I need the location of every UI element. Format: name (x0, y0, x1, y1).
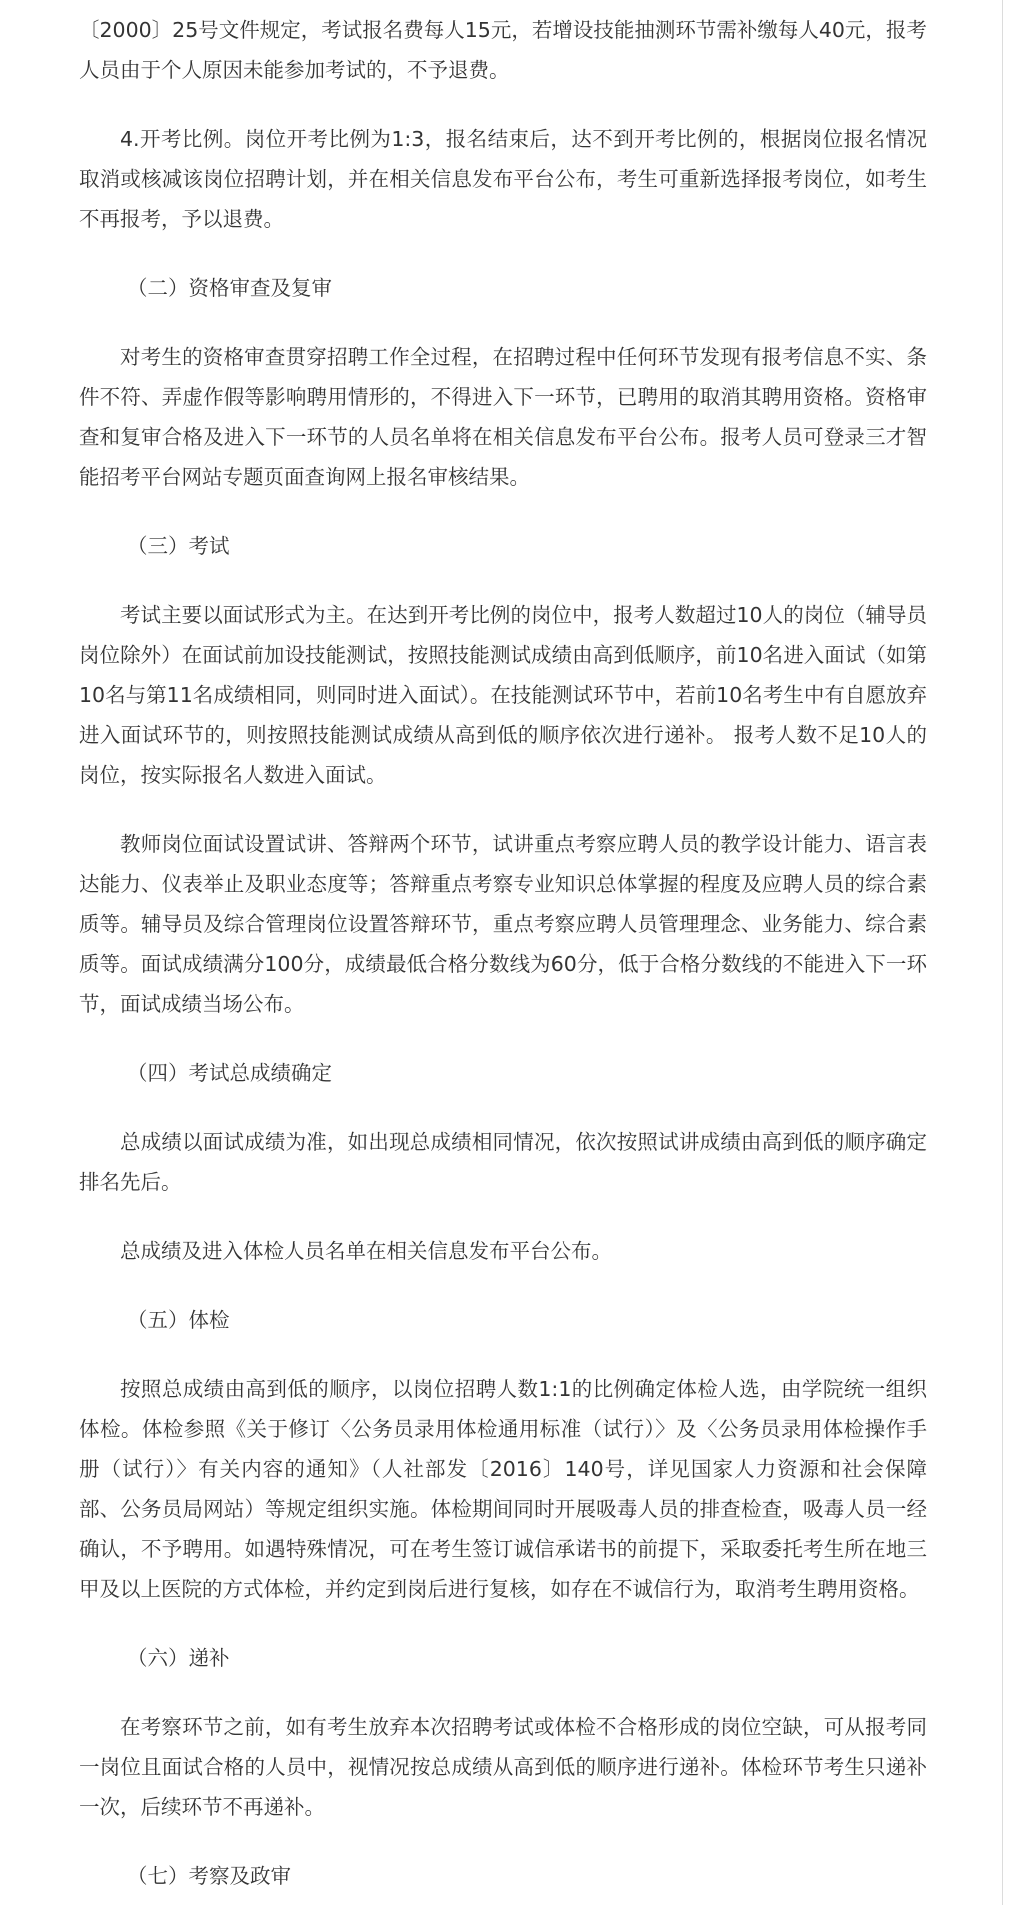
paragraph-substitution: 在考察环节之前，如有考生放弃本次招聘考试或体检不合格形成的岗位空缺，可从报考同一岗位且面试合格的人员中，视情况按总成绩从高到低的顺序进行递补。体检环节考生只递补一次，后续环节不再递补。 (79, 1715, 927, 1819)
article-body (79, 0, 927, 1896)
page-border-right (1002, 0, 1003, 1905)
paragraph-qualification-review: 对考生的资格审查贯穿招聘工作全过程，在招聘过程中任何环节发现有报考信息不实、条件不符、弄虚作假等影响聘用情形的，不得进入下一环节，已聘用的取消其聘用资格。资格审查和复审合格及进入下一环节的人员名单将在相关信息发布平台公布。报考人员可登录三才智能招考平台网站专题页面查询网上报名审核结果。 (79, 345, 927, 489)
paragraph-score-publication: 总成绩及进入体检人员名单在相关信息发布平台公布。 (120, 1239, 612, 1263)
heading-physical-exam: （五）体检 (127, 1308, 230, 1332)
heading-exam: （三）考试 (127, 534, 230, 558)
paragraph-total-score: 总成绩以面试成绩为准，如出现总成绩相同情况，依次按照试讲成绩由高到低的顺序确定排名先后。 (79, 1130, 927, 1194)
paragraph-registration-fee: 〔2000〕25号文件规定，考试报名费每人15元，若增设技能抽测环节需补缴每人40元，报考人员由于个人原因未能参加考试的，不予退费。 (79, 18, 927, 82)
heading-qualification-review: （二）资格审查及复审 (127, 276, 332, 300)
heading-inspection: （七）考察及政审 (127, 1864, 291, 1888)
paragraph-exam-ratio: 4.开考比例。岗位开考比例为1:3，报名结束后，达不到开考比例的，根据岗位报名情况取消或核减该岗位招聘计划，并在相关信息发布平台公布，考生可重新选择报考岗位，如考生不再报考，予以退费。 (79, 127, 927, 231)
heading-substitution: （六）递补 (127, 1646, 230, 1670)
paragraph-physical-exam: 按照总成绩由高到低的顺序，以岗位招聘人数1:1的比例确定体检人选，由学院统一组织体检。体检参照《关于修订〈公务员录用体检通用标准（试行）〉及〈公务员录用体检操作手册（试行）〉有关内容的通知》（人社部发〔2016〕140号，详见国家人力资源和社会保障部、公务员局网站）等规定组织实施。体检期间同时开展吸毒人员的排查检查，吸毒人员一经确认，不予聘用。如遇特殊情况，可在考生签订诚信承诺书的前提下，采取委托考生所在地三甲及以上医院的方式体检，并约定到岗后进行复核，如存在不诚信行为，取消考生聘用资格。 (79, 1377, 927, 1601)
paragraph-exam-format: 考试主要以面试形式为主。在达到开考比例的岗位中，报考人数超过10人的岗位（辅导员岗位除外）在面试前加设技能测试，按照技能测试成绩由高到低顺序，前10名进入面试（如第10名与第11名成绩相同，则同时进入面试）。在技能测试环节中，若前10名考生中有自愿放弃进入面试环节的，则按照技能测试成绩从高到低的顺序依次进行递补。 报考人数不足10人的岗位，按实际报名人数进入面试。 (79, 603, 927, 787)
paragraph-interview-details: 教师岗位面试设置试讲、答辩两个环节，试讲重点考察应聘人员的教学设计能力、语言表达能力、仪表举止及职业态度等；答辩重点考察专业知识总体掌握的程度及应聘人员的综合素质等。辅导员及综合管理岗位设置答辩环节，重点考察应聘人员管理理念、业务能力、综合素质等。面试成绩满分100分，成绩最低合格分数线为60分，低于合格分数线的不能进入下一环节，面试成绩当场公布。 (79, 832, 927, 1016)
heading-total-score: （四）考试总成绩确定 (127, 1061, 332, 1085)
